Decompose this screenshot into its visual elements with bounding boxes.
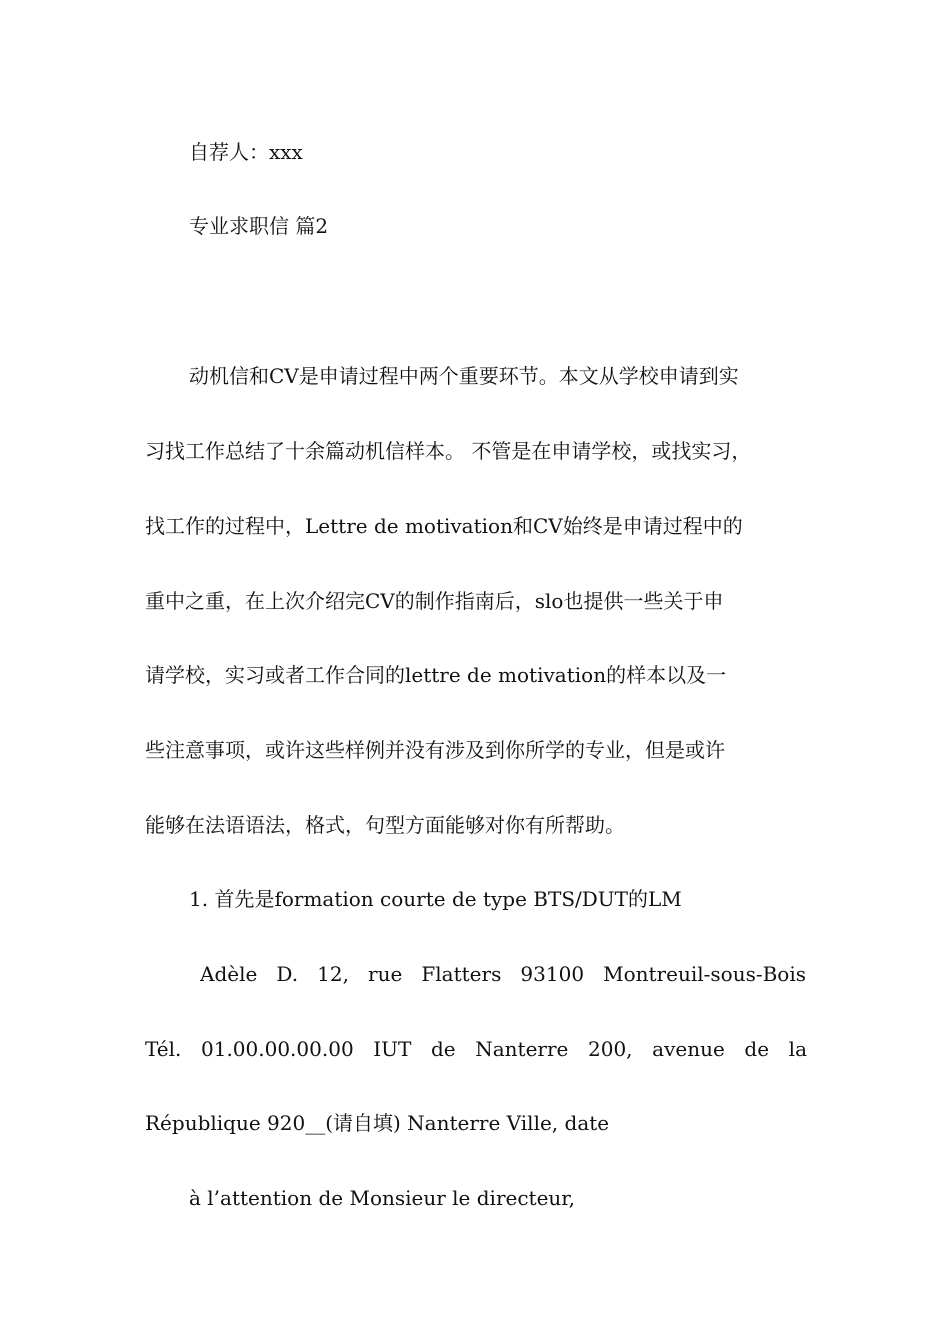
salutation-line: à l’attention de Monsieur le directeur, [189, 1186, 576, 1210]
signature-line: 自荐人：xxx [189, 140, 303, 164]
paragraph-line: 能够在法语语法，格式，句型方面能够对你有所帮助。 [145, 813, 625, 837]
section-heading: 专业求职信 篇2 [189, 214, 329, 238]
paragraph-line: 找工作的过程中，Lettre de motivation和CV始终是申请过程中的 [145, 514, 743, 538]
paragraph-line: 动机信和CV是申请过程中两个重要环节。本文从学校申请到实 [189, 364, 739, 388]
paragraph-line: 些注意事项，或许这些样例并没有涉及到你所学的专业，但是或许 [145, 738, 725, 762]
paragraph-line: 请学校，实习或者工作合同的lettre de motivation的样本以及一 [145, 663, 727, 687]
address-line: République 920__(请自填) Nanterre Ville, date [145, 1111, 610, 1135]
paragraph-line: 习找工作总结了十余篇动机信样本。 不管是在申请学校，或找实习， [145, 439, 752, 463]
address-line: Tél. 01.00.00.00.00 IUT de Nanterre 200, avenue de la [145, 1037, 807, 1061]
address-line: Adèle D. 12, rue Flatters 93100 Montreuil-sous-Bois [200, 962, 806, 986]
paragraph-line: 重中之重，在上次介绍完CV的制作指南后，slo也提供一些关于申 [145, 589, 724, 613]
list-item-heading: 1. 首先是formation courte de type BTS/DUT的LM [189, 887, 682, 911]
